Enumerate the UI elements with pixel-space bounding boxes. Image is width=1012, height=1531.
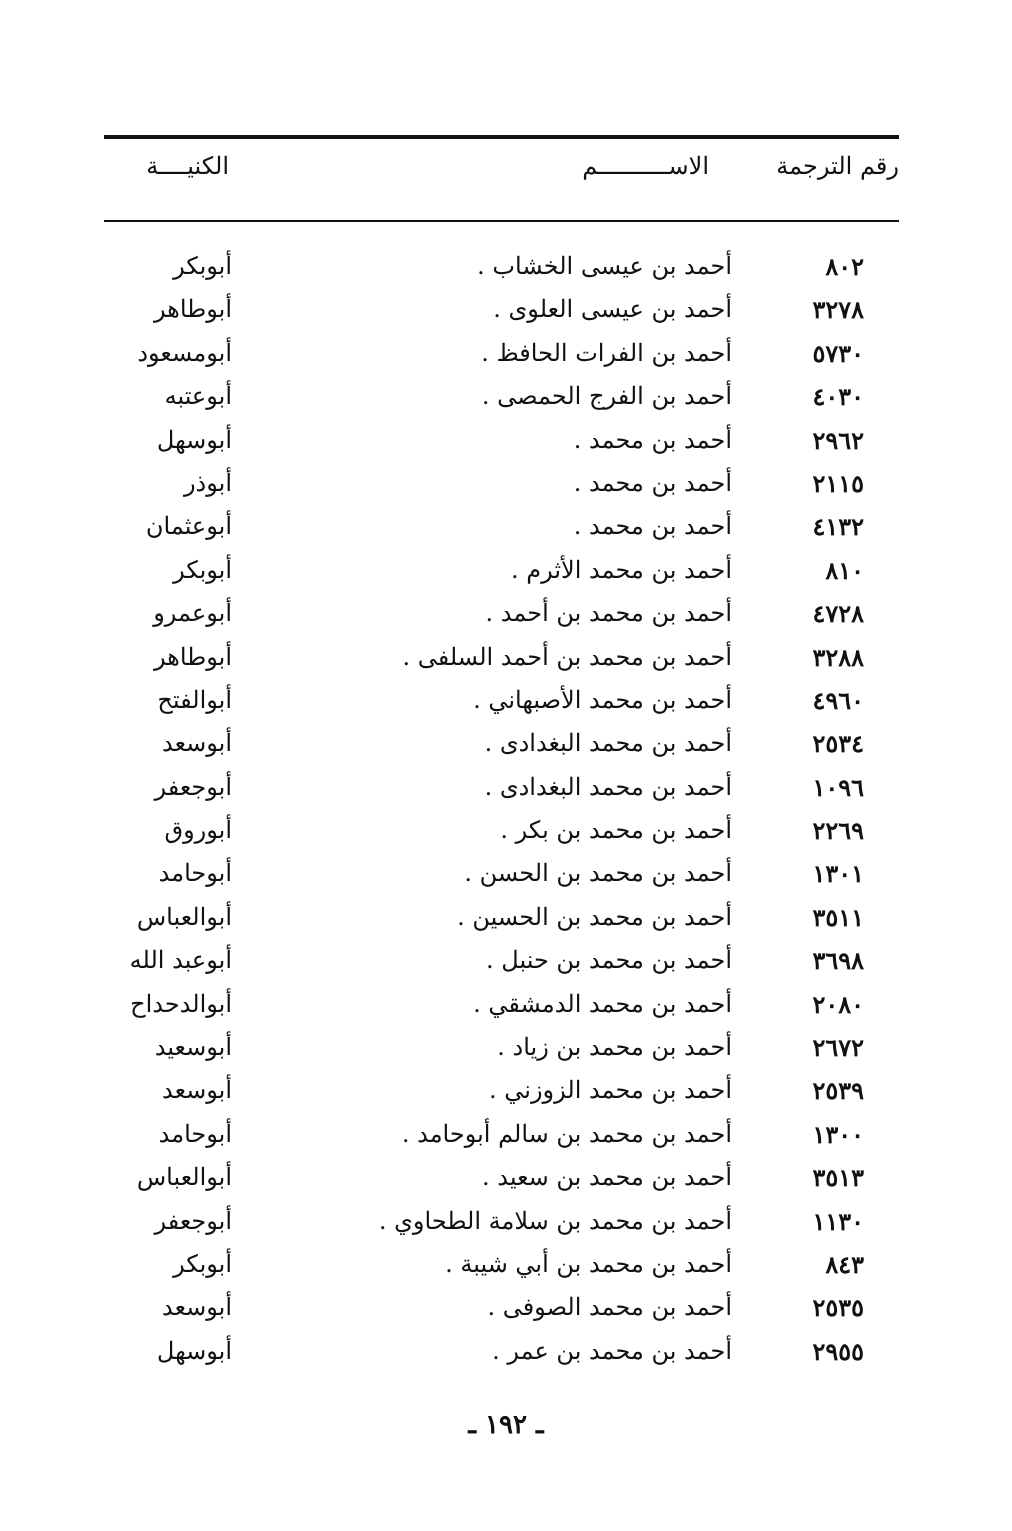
table-row (104, 1069, 899, 1112)
table-row (104, 375, 899, 418)
entry-name: أحمد بن محمد . (573, 468, 732, 497)
entry-name: أحمد بن محمد . (573, 512, 732, 541)
table-row (104, 679, 899, 722)
header-kunya: الكنيــــة (146, 152, 229, 180)
entry-number: ١٣٠٠ (812, 1119, 864, 1149)
entry-name: أحمد بن الفرج الحمصى . (481, 382, 732, 411)
entry-name: أحمد بن محمد الدمشقي . (473, 989, 732, 1018)
entry-kunya: أبوالفتح (157, 685, 232, 714)
entry-number: ٢١١٥ (812, 468, 864, 498)
entry-kunya: أبوجعفر (154, 1206, 232, 1235)
entry-name: أحمد بن محمد بن حنبل . (486, 946, 732, 975)
entry-kunya: أبوروق (164, 816, 232, 845)
entry-kunya: أبوطاهر (153, 642, 232, 671)
entry-kunya: أبوالعباس (136, 1163, 232, 1192)
entry-name: أحمد بن محمد الزوزني . (489, 1076, 732, 1105)
entry-name: أحمد بن محمد بن سعيد . (482, 1163, 732, 1192)
entry-name: أحمد بن محمد بن عمر . (492, 1336, 732, 1365)
entry-number: ٢٥٣٩ (812, 1076, 864, 1106)
entry-number: ٣٥١٣ (812, 1163, 864, 1193)
table-row (104, 939, 899, 982)
entry-number: ٣٢٧٨ (812, 295, 864, 325)
entry-kunya: أبوحامد (158, 859, 232, 888)
entry-number: ٢٠٨٠ (812, 989, 864, 1019)
entry-number: ٢٦٧٢ (812, 1033, 864, 1063)
table-row (104, 896, 899, 939)
entry-kunya: أبوذر (183, 468, 232, 497)
table-row (104, 809, 899, 852)
entry-name: أحمد بن محمد بن بكر . (500, 816, 732, 845)
entry-kunya: أبوجعفر (154, 772, 232, 801)
table-row (104, 332, 899, 375)
entry-number: ٤٩٦٠ (812, 685, 864, 715)
entry-number: ٢٥٣٥ (812, 1293, 864, 1323)
entry-kunya: أبوبكر (173, 555, 232, 584)
entry-kunya: أبوالعباس (136, 902, 232, 931)
entries-list (104, 245, 899, 1373)
entry-name: أحمد بن محمد بن سالم أبوحامد . (401, 1119, 732, 1148)
page-number: ـ ١٩٢ ـ (468, 1410, 544, 1440)
entry-number: ١٣٠١ (812, 859, 864, 889)
entry-name: أحمد بن محمد البغدادى . (484, 772, 732, 801)
entry-name: أحمد بن محمد الأصبهاني . (473, 685, 732, 714)
entry-kunya: أبوعمرو (153, 599, 232, 628)
entry-name: أحمد بن محمد البغدادى . (484, 729, 732, 758)
entry-kunya: أبوحامد (158, 1119, 232, 1148)
table-row (104, 1286, 899, 1329)
entry-kunya: أبوسهل (156, 1336, 232, 1365)
entry-number: ٨٤٣ (825, 1249, 864, 1279)
entry-name: أحمد بن محمد بن الحسين . (457, 902, 732, 931)
header-name: الاســــــــــم (582, 152, 709, 180)
entry-number: ٢٥٣٤ (812, 729, 864, 759)
entry-kunya: أبوسعد (161, 1076, 232, 1105)
entry-name: أحمد بن محمد بن أحمد السلفى . (402, 642, 732, 671)
header-rule (104, 220, 899, 222)
header-number: رقم الترجمة (776, 152, 899, 180)
entry-name: أحمد بن محمد بن الحسن . (464, 859, 732, 888)
entry-kunya: أبوبكر (173, 1249, 232, 1278)
entry-name: أحمد بن محمد الأثرم . (510, 555, 732, 584)
entry-kunya: أبوطاهر (153, 295, 232, 324)
table-row (104, 1200, 899, 1243)
entry-name: أحمد بن محمد . (573, 425, 732, 454)
entry-kunya: أبوالدحداح (130, 989, 232, 1018)
table-row (104, 983, 899, 1026)
entry-kunya: أبوعبد الله (129, 946, 232, 975)
table-row (104, 462, 899, 505)
table-row (104, 1330, 899, 1373)
table-row (104, 1026, 899, 1069)
entry-number: ٢٢٦٩ (812, 816, 864, 846)
entry-number: ٥٧٣٠ (812, 338, 864, 368)
table-row (104, 1156, 899, 1199)
table-row (104, 419, 899, 462)
entry-number: ٢٩٦٢ (812, 425, 864, 455)
entry-name: أحمد بن محمد الصوفى . (487, 1293, 732, 1322)
table-row (104, 288, 899, 331)
entry-kunya: أبوبكر (173, 252, 232, 280)
entry-number: ١١٣٠ (812, 1206, 864, 1236)
entry-name: أحمد بن محمد بن سلامة الطحاوي . (378, 1206, 732, 1235)
entry-kunya: أبوعثمان (145, 512, 232, 541)
entry-number: ٢٩٥٥ (812, 1336, 864, 1366)
table-row (104, 1113, 899, 1156)
entry-name: أحمد بن الفرات الحافظ . (481, 338, 732, 367)
table-row (104, 722, 899, 765)
table-row (104, 1243, 899, 1286)
entry-number: ١٠٩٦ (812, 772, 864, 802)
entry-number: ٣٢٨٨ (812, 642, 864, 672)
entry-kunya: أبومسعود (137, 338, 232, 367)
entry-number: ٨٠٢ (825, 252, 864, 281)
table-row (104, 505, 899, 548)
entry-kunya: أبوسعد (161, 729, 232, 758)
table-row (104, 592, 899, 635)
table-row (104, 245, 899, 288)
entry-name: أحمد بن محمد بن أحمد . (485, 599, 732, 628)
entry-number: ٣٥١١ (812, 902, 864, 932)
entry-name: أحمد بن محمد بن أبي شيبة . (445, 1249, 732, 1278)
entry-number: ٨١٠ (825, 555, 864, 585)
table-row (104, 549, 899, 592)
entry-number: ٤١٣٢ (812, 512, 864, 542)
entry-name: أحمد بن عيسى العلوى . (493, 295, 732, 324)
entry-number: ٤٧٢٨ (812, 599, 864, 629)
entry-kunya: أبوسهل (156, 425, 232, 454)
entry-number: ٤٠٣٠ (812, 382, 864, 412)
entry-kunya: أبوعتبه (164, 382, 232, 411)
table-header (104, 152, 899, 192)
table-row (104, 636, 899, 679)
entry-kunya: أبوسعيد (154, 1033, 232, 1062)
entry-name: أحمد بن عيسى الخشاب . (477, 252, 732, 280)
entry-kunya: أبوسعد (161, 1293, 232, 1322)
top-rule (104, 135, 899, 139)
table-row (104, 766, 899, 809)
entry-name: أحمد بن محمد بن زياد . (497, 1033, 732, 1062)
table-row (104, 852, 899, 895)
entry-number: ٣٦٩٨ (812, 946, 864, 976)
